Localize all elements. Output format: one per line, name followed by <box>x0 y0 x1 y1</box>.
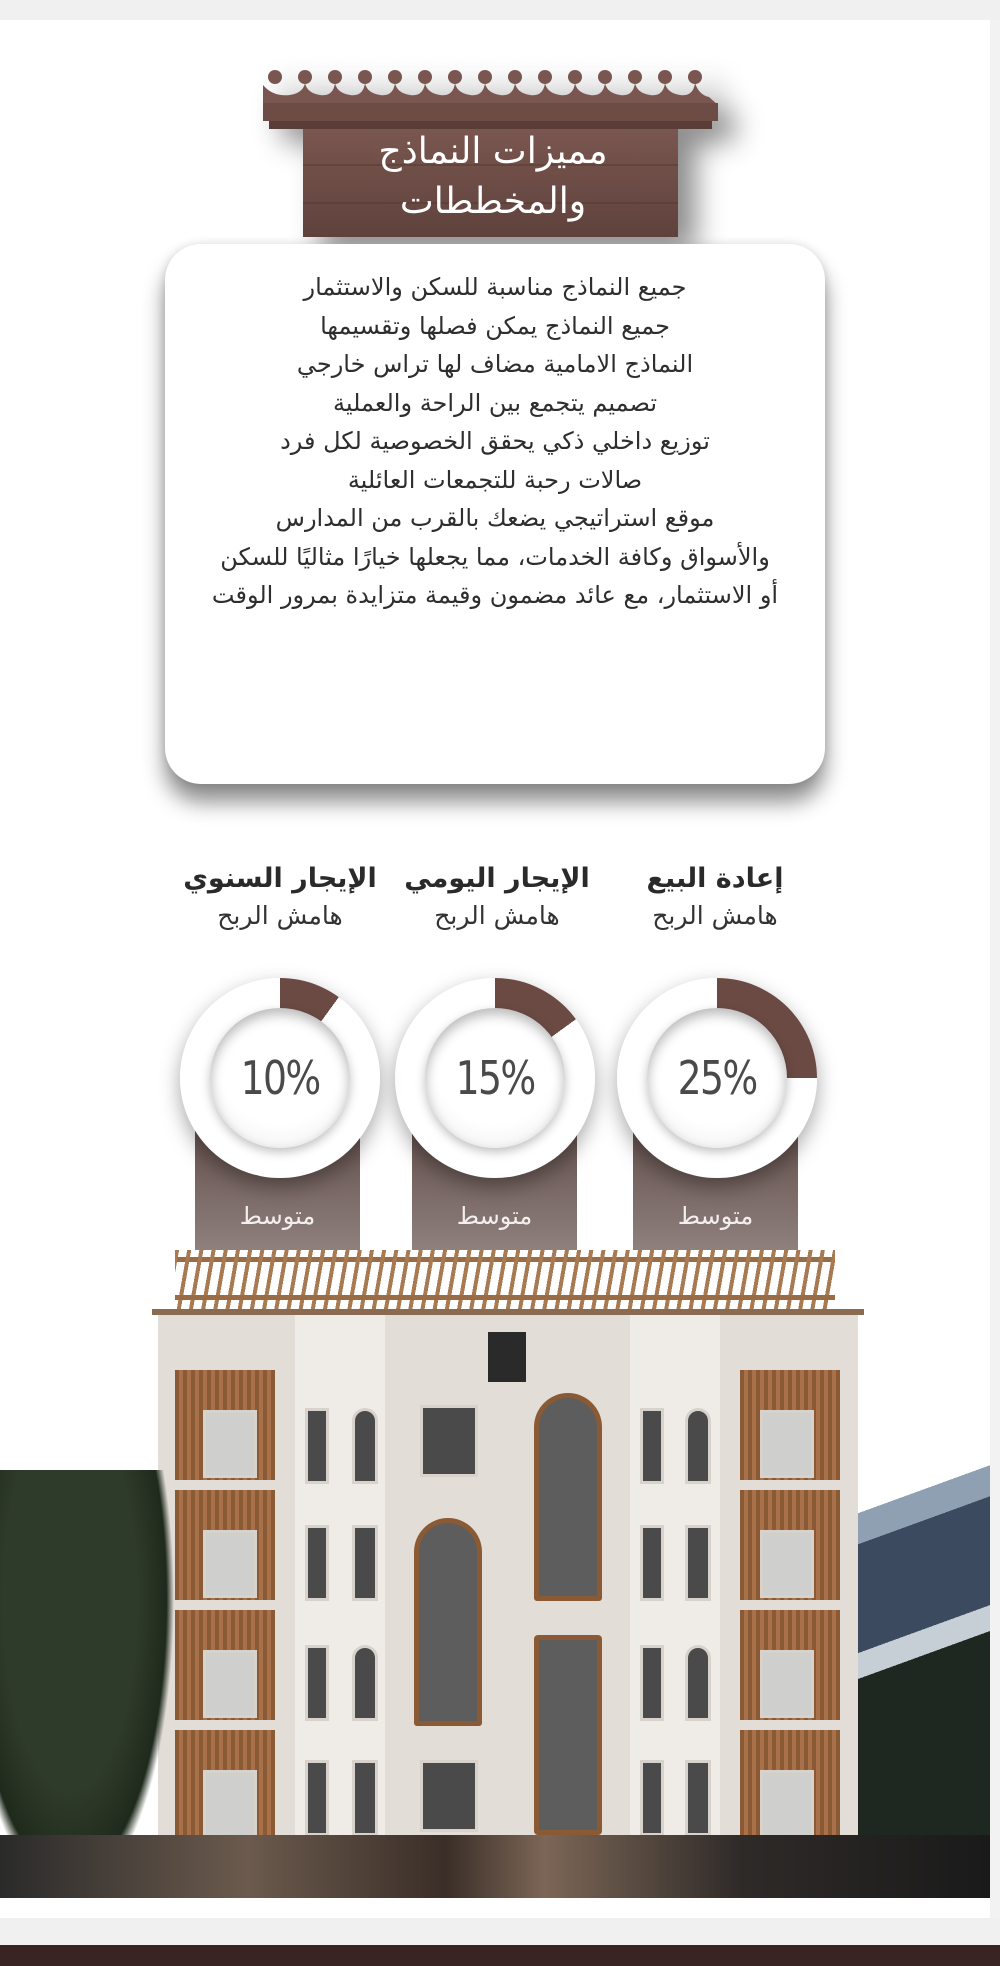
page-edge <box>990 20 1000 1918</box>
window <box>305 1645 329 1721</box>
window <box>760 1650 814 1718</box>
window <box>352 1645 378 1721</box>
window <box>352 1760 378 1836</box>
window <box>685 1525 711 1601</box>
stat-daily-rent-heading <box>392 860 602 934</box>
window <box>420 1405 478 1477</box>
header-plaque <box>263 65 718 240</box>
stat-title: الإيجار السنوي <box>183 863 377 894</box>
average-label: متوسط <box>677 1202 754 1230</box>
window <box>760 1530 814 1598</box>
average-label: متوسط <box>239 1202 316 1230</box>
title-line-1: مميزات النماذج <box>378 131 608 172</box>
building-logo-icon <box>488 1332 526 1382</box>
feature-item: توزيع داخلي ذكي يحقق الخصوصية لكل فرد <box>280 427 710 455</box>
window <box>685 1760 711 1836</box>
features-card <box>165 244 825 784</box>
neighbor-building-right <box>858 1420 990 1890</box>
pergola-beam <box>175 1295 835 1300</box>
window <box>685 1408 711 1484</box>
resale-ring-gauge <box>617 978 817 1178</box>
daily-rent-ring-gauge <box>395 978 595 1178</box>
feature-item: والأسواق وكافة الخدمات، مما يجعلها خيارًا مثاليًا للسكن <box>220 542 770 571</box>
window <box>760 1770 814 1838</box>
ground-floor-street <box>0 1835 990 1898</box>
average-label: متوسط <box>456 1202 533 1230</box>
stat-subtitle: هامش الربح <box>217 901 343 930</box>
tall-window <box>534 1635 602 1835</box>
window <box>305 1525 329 1601</box>
pergola <box>175 1250 835 1315</box>
window <box>203 1530 257 1598</box>
ring-center <box>647 1008 787 1148</box>
arched-window <box>534 1393 602 1601</box>
window <box>640 1408 664 1484</box>
feature-item: تصميم يتجمع بين الراحة والعملية <box>332 388 658 417</box>
window <box>640 1645 664 1721</box>
stat-annual-rent-heading <box>175 860 385 934</box>
features-list <box>175 268 815 615</box>
ring-value: 15% <box>455 1051 535 1105</box>
window <box>203 1410 257 1478</box>
window <box>203 1770 257 1838</box>
feature-item: صالات رحبة للتجمعات العائلية <box>347 465 643 494</box>
feature-item: جميع النماذج يمكن فصلها وتقسيمها <box>320 311 670 340</box>
stat-resale-heading <box>610 860 820 934</box>
arched-window <box>414 1518 482 1726</box>
window <box>640 1760 664 1836</box>
ring-value: 25% <box>677 1051 757 1105</box>
stat-subtitle: هامش الربح <box>652 901 778 930</box>
page-title <box>323 127 663 227</box>
window <box>640 1525 664 1601</box>
title-line-2: والمخططات <box>399 181 587 222</box>
feature-item: أو الاستثمار، مع عائد مضمون وقيمة متزايدة بمرور الوقت <box>211 581 779 609</box>
window <box>203 1650 257 1718</box>
ring-center <box>425 1008 565 1148</box>
window <box>305 1408 329 1484</box>
window <box>352 1525 378 1601</box>
stat-title: الإيجار اليومي <box>404 863 590 894</box>
feature-item: جميع النماذج مناسبة للسكن والاستثمار <box>303 273 687 301</box>
window <box>420 1760 478 1832</box>
stat-subtitle: هامش الربح <box>434 901 560 930</box>
feature-item: النماذج الامامية مضاف لها تراس خارجي <box>296 350 694 378</box>
stat-title: إعادة البيع <box>646 863 784 894</box>
window <box>760 1410 814 1478</box>
ring-value: 10% <box>240 1051 320 1105</box>
footer-bar <box>0 1945 1000 1966</box>
ring-center <box>210 1008 350 1148</box>
annual-rent-ring-gauge <box>180 978 380 1178</box>
window <box>305 1760 329 1836</box>
feature-item: موقع استراتيجي يضعك بالقرب من المدارس <box>275 504 715 532</box>
window <box>685 1645 711 1721</box>
window <box>352 1408 378 1484</box>
